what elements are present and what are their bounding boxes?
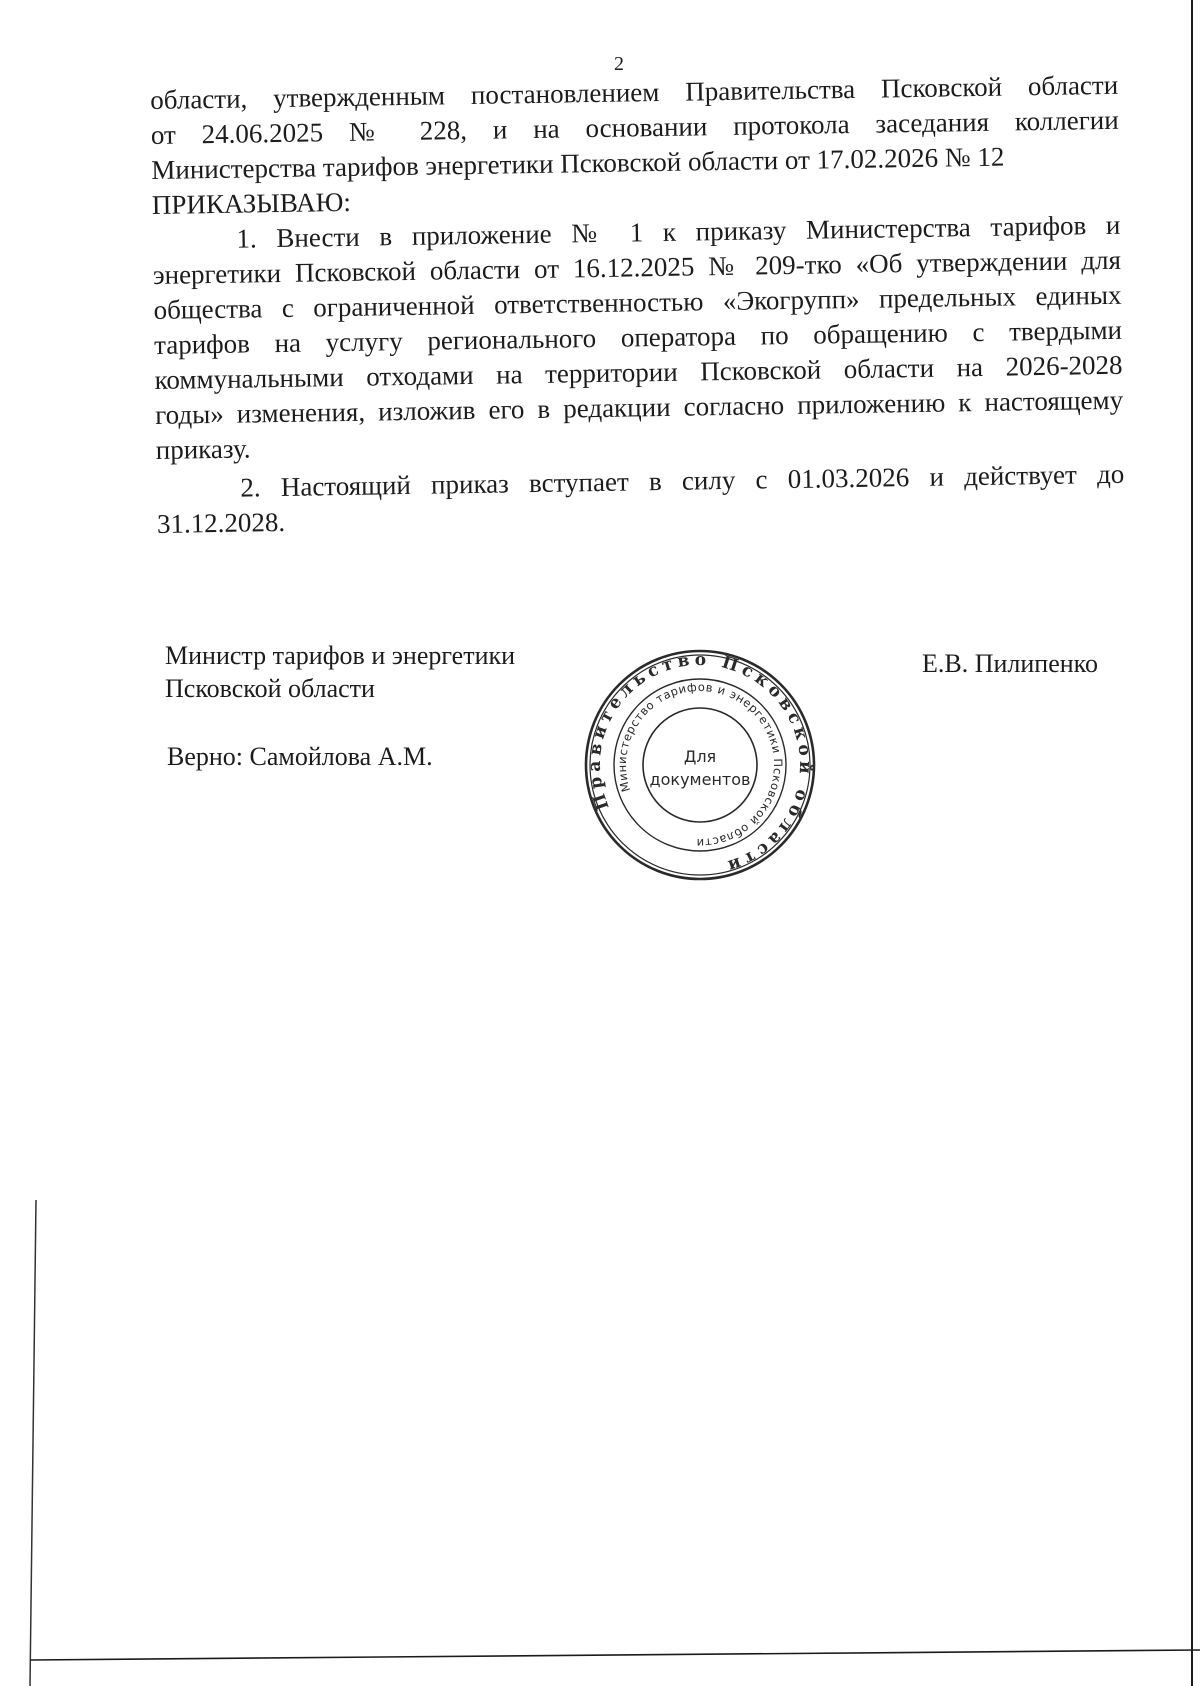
- item1-line-4: тарифов на услугу регионального оператора по обращению с твердыми: [153, 314, 1123, 360]
- intro-line-3: Министерства тарифов энергетики Псковской области от 17.02.2026 № 12: [151, 141, 1005, 185]
- certified-copy-note: Верно: Самойлова А.М.: [167, 742, 433, 771]
- seal-inner-text: Министерство тарифов и энергетики Псковской области: [614, 679, 786, 851]
- signatory-position-line-2: Псковской области: [165, 674, 375, 703]
- page-number: 2: [614, 53, 624, 75]
- signatory-name: Е.В. Пилипенко: [922, 649, 1098, 678]
- intro-line-2: от 24.06.2025 № 228, и на основании протокола заседания коллегии: [150, 104, 1119, 150]
- order-body: [150, 68, 1125, 542]
- item1-line-6: годы» изменения, изложив его в редакции согласно приложению к настоящему: [154, 384, 1124, 430]
- seal-center-line-1: Для: [683, 747, 717, 766]
- item1-line-1: 1. Внести в приложение № 1 к приказу Министерства тарифов и: [236, 209, 1121, 254]
- official-seal-stamp: [580, 645, 820, 885]
- item1-line-2: энергетики Псковской области от 16.12.2025 № 209-тко «Об утверждении для: [152, 244, 1122, 290]
- item1-line-7: приказу.: [155, 433, 251, 465]
- item1-line-5: коммунальными отходами на территории Псковской области на 2026-2028: [154, 349, 1123, 395]
- item2-line-1: 2. Настоящий приказ вступает в силу с 01.03.2026 и действует до: [240, 458, 1125, 503]
- signatory-position-line-1: Министр тарифов и энергетики: [165, 641, 516, 670]
- order-word: ПРИКАЗЫВАЮ:: [151, 186, 352, 220]
- intro-line-1: области, утвержденным постановлением Правительства Псковской области: [150, 69, 1119, 115]
- item2-line-2: 31.12.2028.: [156, 506, 286, 539]
- seal-center-line-2: документов: [649, 770, 751, 789]
- item1-line-3: общества с ограниченной ответственностью «Экогрупп» предельных единых: [153, 279, 1122, 325]
- seal-outer-text: Правительство Псковской области: [584, 649, 816, 878]
